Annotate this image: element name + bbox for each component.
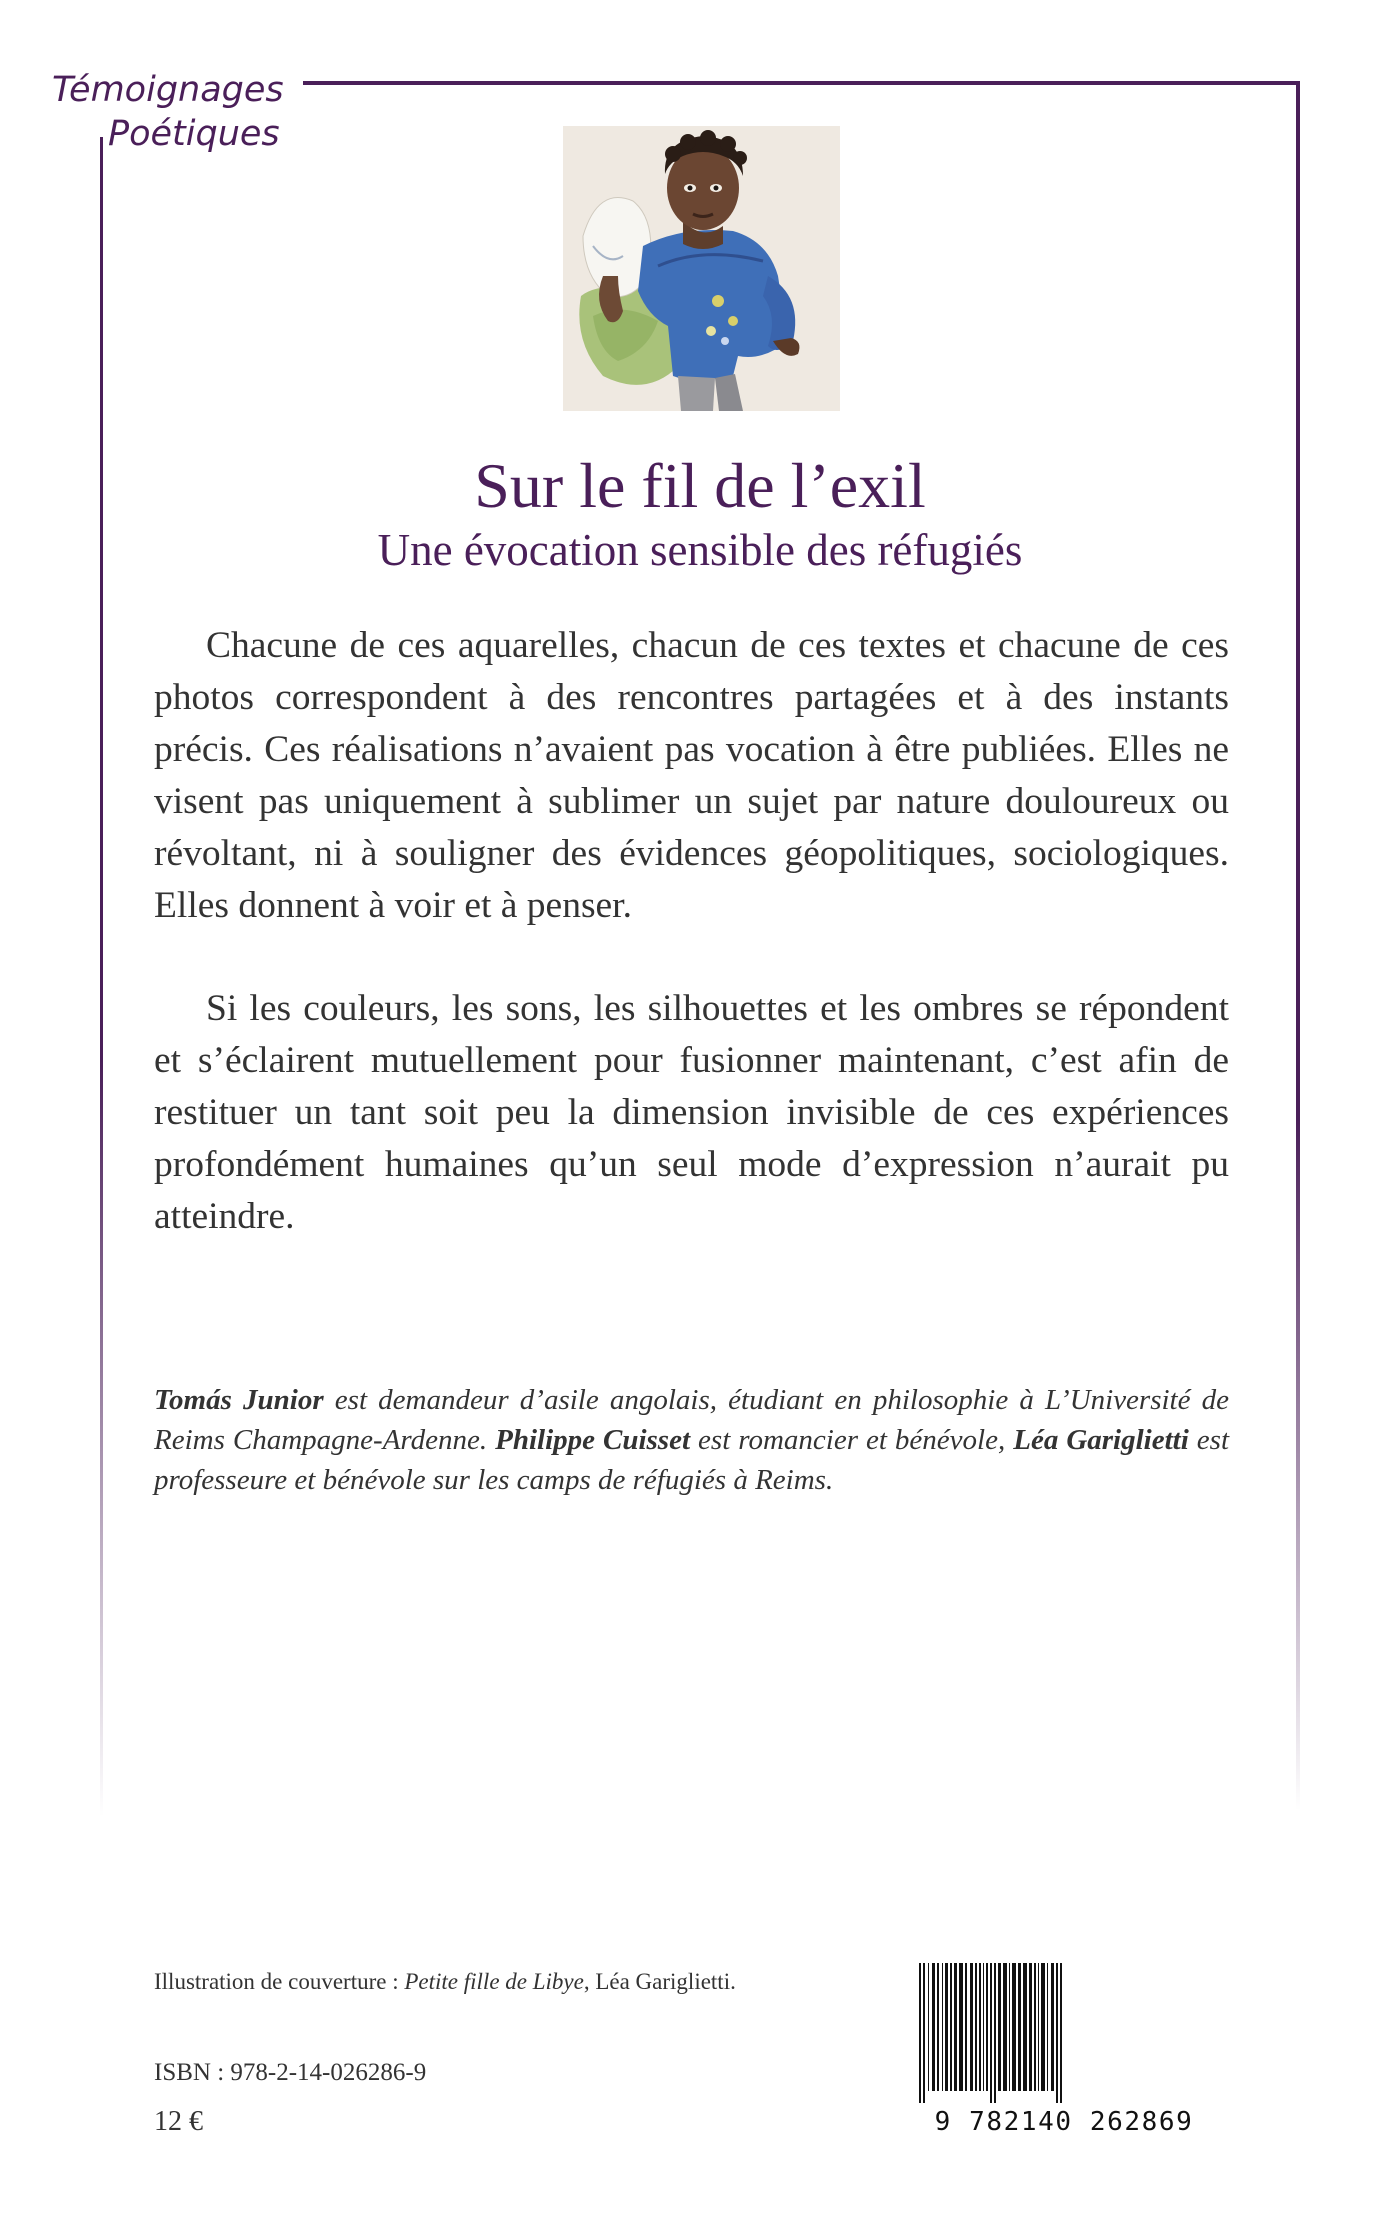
- barcode-bar: [965, 1963, 967, 2091]
- barcode-bar: [1060, 1963, 1062, 2103]
- barcode-bar: [932, 1963, 935, 2091]
- isbn-number: ISBN : 978-2-14-026286-9: [154, 2059, 427, 2086]
- author-name-lea: Léa Gariglietti: [1013, 1424, 1189, 1456]
- author-bio-text-3: est professeure et bénévole sur les camps de réfugiés à Reims.: [154, 1424, 1229, 1496]
- barcode-bar: [1056, 1963, 1058, 2103]
- author-name-tomas: Tomás Junior: [154, 1384, 324, 1416]
- barcode-bar: [1003, 1963, 1007, 2091]
- credit-prefix: Illustration de couverture :: [154, 1969, 405, 1994]
- barcode-bar: [1018, 1963, 1021, 2091]
- barcode-bar: [970, 1963, 973, 2091]
- collection-line-2: Poétiques: [108, 114, 280, 154]
- authors-bio: [154, 1380, 1229, 1500]
- barcode-bar: [986, 1963, 988, 2091]
- collection-name: [38, 68, 298, 156]
- summary-paragraph-1: Chacune de ces aquarelles, chacun de ces textes et chacune de ces photos correspondent à des rencontres partagées et à des instants précis. Ces réalisations n’avaient pas vocation à être publiées. Elles ne visent pas uniquement à sublimer un sujet par nature douloureux ou révoltant, ni à souligner des évidences géopolitiques, sociologiques. Elles donnent à voir et à penser.: [154, 625, 1229, 926]
- illustration-credit: [154, 1967, 736, 1997]
- barcode-bar: [1009, 1963, 1010, 2091]
- summary-paragraph-2: Si les couleurs, les sons, les silhouettes et les ombres se répondent et s’éclairent mutuellement pour fusionner maintenant, c’est afin de restituer un tant soit peu la dimension invisible de ces expériences profondément humaines qu’un seul mode d’expression n’aurait pu atteindre.: [154, 988, 1229, 1237]
- author-name-philippe: Philippe Cuisset: [495, 1424, 691, 1456]
- barcode-bars: [913, 1963, 1215, 2103]
- barcode-bar: [990, 1963, 992, 2103]
- cover-illustration: [563, 126, 840, 411]
- credit-suffix: , Léa Gariglietti.: [583, 1969, 736, 1994]
- barcode-bar: [945, 1963, 948, 2091]
- frame-left-rule: [100, 137, 103, 1817]
- barcode-bar: [950, 1963, 952, 2091]
- barcode-bar: [1038, 1963, 1039, 2091]
- barcode-bar: [959, 1963, 963, 2091]
- barcode-bar: [1041, 1963, 1045, 2091]
- barcode-bar: [1047, 1963, 1048, 2091]
- barcode-bar: [923, 1963, 925, 2103]
- barcode-bar: [994, 1963, 996, 2103]
- frame-right-rule: [1296, 81, 1300, 1811]
- book-subtitle: Une évocation sensible des réfugiés: [377, 525, 1023, 575]
- barcode-bar: [919, 1963, 921, 2103]
- barcode-bar: [928, 1963, 929, 2091]
- barcode-bar: [975, 1963, 977, 2091]
- book-title: Sur le fil de l’exil: [474, 450, 926, 521]
- barcode-bar: [1034, 1963, 1036, 2091]
- barcode-bar: [1051, 1963, 1054, 2091]
- author-bio-text-1: est demandeur d’asile angolais, étudiant en philosophie à L’Université de Reims Champagne-Ardenne.: [154, 1384, 1230, 1456]
- barcode-bar: [937, 1963, 939, 2091]
- barcode-bar: [983, 1963, 984, 2091]
- watercolor-child-illustration: [563, 126, 840, 411]
- author-bio-text-2: est romancier et bénévole,: [690, 1424, 1014, 1456]
- barcode-bar: [979, 1963, 981, 2091]
- barcode-bar: [998, 1963, 1001, 2091]
- barcode-bar: [1012, 1963, 1016, 2091]
- frame-top-rule: [303, 81, 1300, 85]
- credit-work-title: Petite fille de Libye: [404, 1969, 584, 1994]
- collection-line-1: Témoignages: [52, 70, 284, 110]
- barcode-bar: [942, 1963, 943, 2091]
- price: 12 €: [154, 2106, 203, 2137]
- barcode-bar: [1023, 1963, 1027, 2091]
- barcode-digits: 9 782140 262869: [913, 2106, 1215, 2138]
- barcode-bar: [1029, 1963, 1032, 2091]
- barcode-bar: [954, 1963, 957, 2091]
